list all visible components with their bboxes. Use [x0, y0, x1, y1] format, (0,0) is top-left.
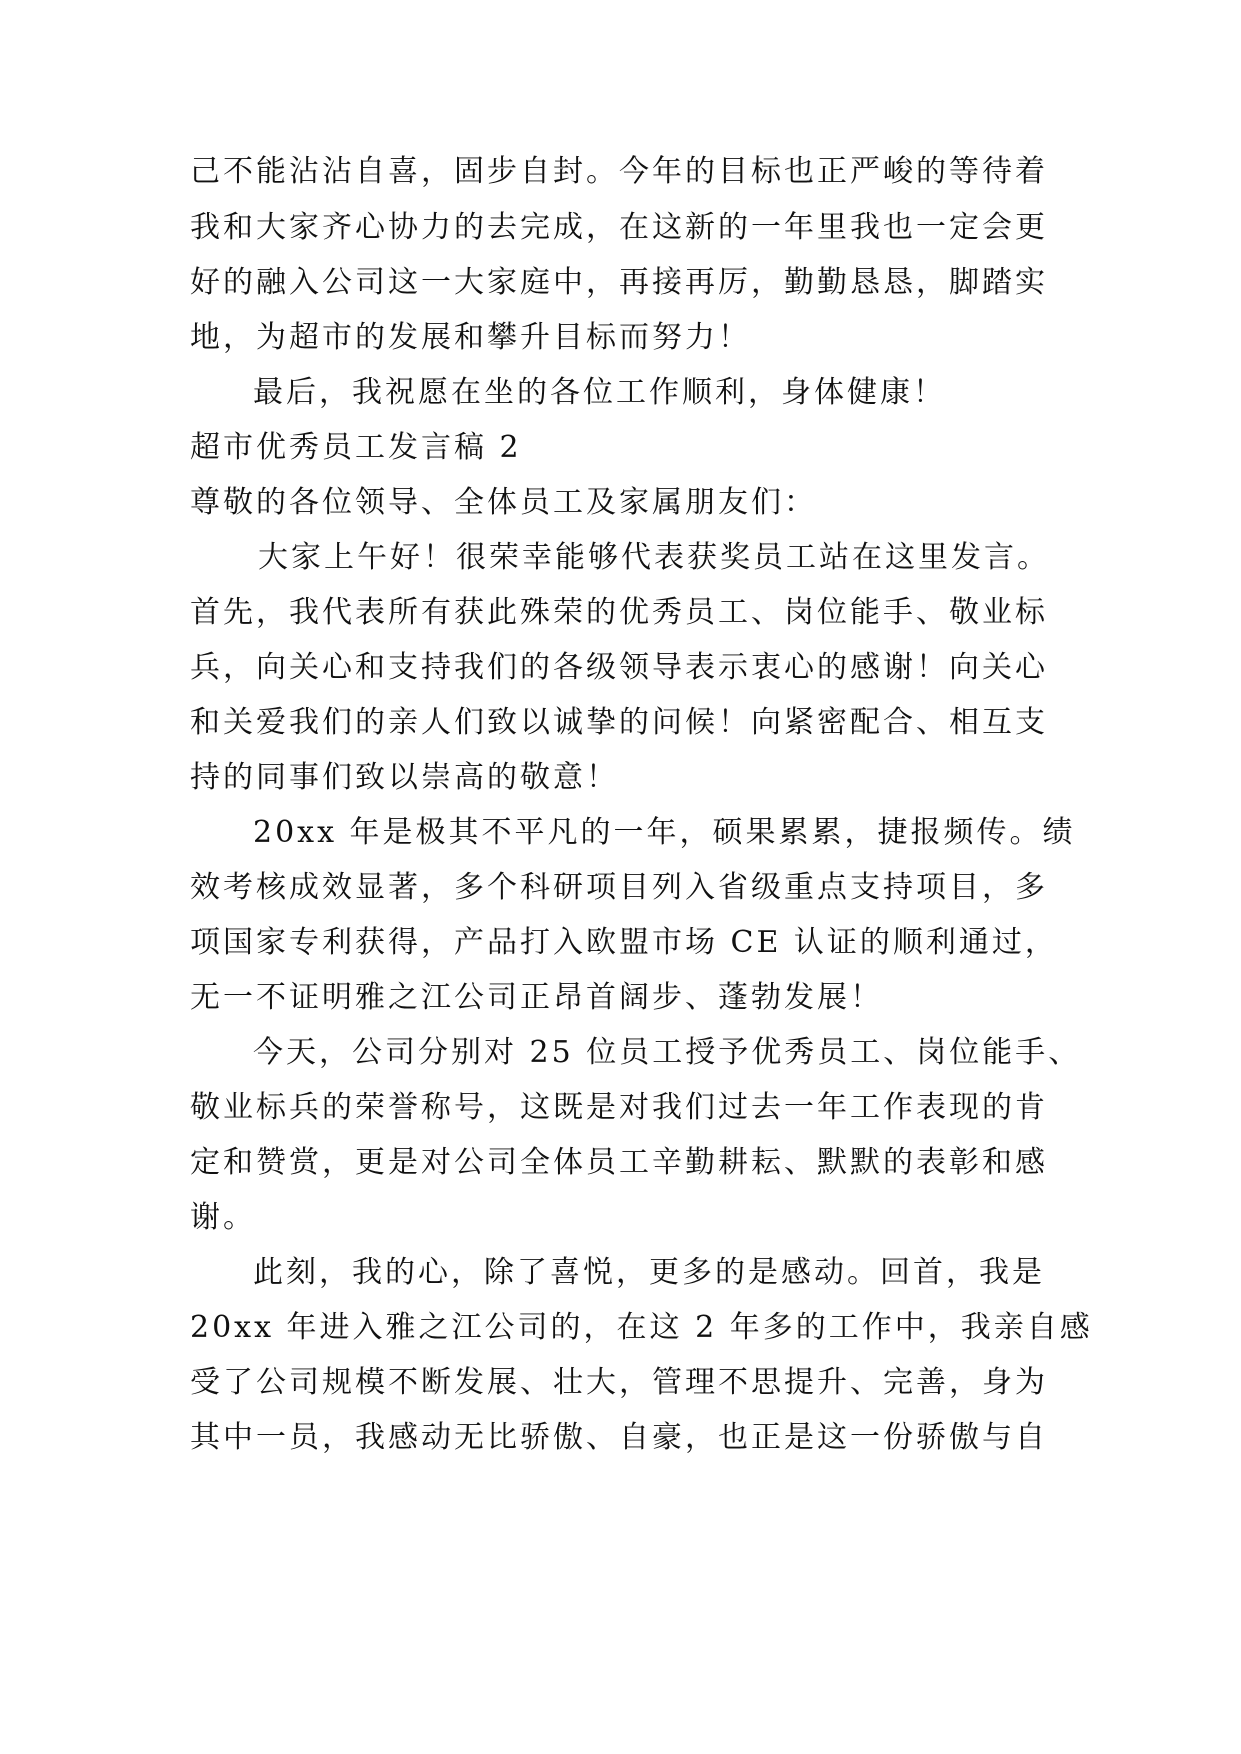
text-line: 兵，向关心和支持我们的各级领导表示衷心的感谢！向关心	[190, 650, 1048, 685]
text-line: 定和赞赏，更是对公司全体员工辛勤耕耘、默默的表彰和感	[190, 1145, 1048, 1180]
text-line: 大家上午好！很荣幸能够代表获奖员工站在这里发言。	[258, 540, 1050, 575]
text-line: 其中一员，我感动无比骄傲、自豪，也正是这一份骄傲与自	[190, 1420, 1048, 1455]
text-line: 首先，我代表所有获此殊荣的优秀员工、岗位能手、敬业标	[190, 595, 1048, 630]
text-line: 20xx 年是极其不平凡的一年，硕果累累，捷报频传。绩	[253, 815, 1076, 850]
text-line: 敬业标兵的荣誉称号，这既是对我们过去一年工作表现的肯	[190, 1090, 1048, 1125]
text-line: 持的同事们致以崇高的敬意！	[190, 760, 619, 795]
text-line: 今天，公司分别对 25 位员工授予优秀员工、岗位能手、	[253, 1035, 1082, 1070]
text-line: 己不能沾沾自喜，固步自封。今年的目标也正严峻的等待着	[190, 154, 1048, 189]
text-line: 地，为超市的发展和攀升目标而努力！	[190, 320, 751, 355]
text-line: 最后，我祝愿在坐的各位工作顺利，身体健康！	[253, 375, 946, 410]
text-line: 谢。	[190, 1200, 256, 1235]
text-line: 受了公司规模不断发展、壮大，管理不思提升、完善，身为	[190, 1365, 1048, 1400]
text-line: 效考核成效显著，多个科研项目列入省级重点支持项目，多	[190, 870, 1048, 905]
text-line: 项国家专利获得，产品打入欧盟市场 CE 认证的顺利通过，	[190, 925, 1058, 960]
salutation: 尊敬的各位领导、全体员工及家属朋友们：	[190, 485, 817, 520]
text-line: 好的融入公司这一大家庭中，再接再厉，勤勤恳恳，脚踏实	[190, 265, 1048, 300]
section-heading: 超市优秀员工发言稿 2	[190, 430, 522, 465]
text-line: 我和大家齐心协力的去完成，在这新的一年里我也一定会更	[190, 210, 1048, 245]
text-line: 无一不证明雅之江公司正昂首阔步、蓬勃发展！	[190, 980, 883, 1015]
text-line: 此刻，我的心，除了喜悦，更多的是感动。回首，我是	[253, 1255, 1045, 1290]
text-line: 和关爱我们的亲人们致以诚挚的问候！向紧密配合、相互支	[190, 705, 1048, 740]
text-line: 20xx 年进入雅之江公司的，在这 2 年多的工作中，我亲自感	[190, 1310, 1093, 1345]
